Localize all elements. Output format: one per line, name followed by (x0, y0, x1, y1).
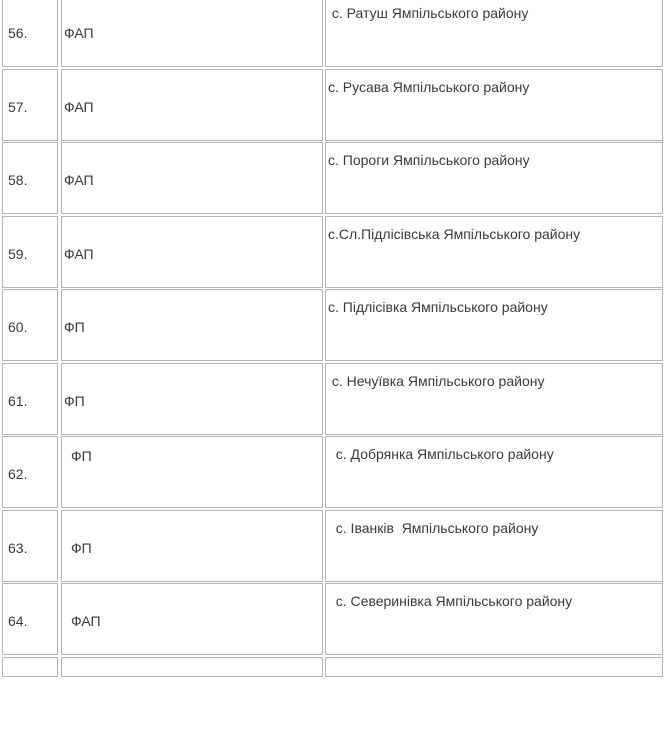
facility-type-cell (61, 289, 323, 361)
location-cell (325, 142, 663, 214)
facility-type: ФП (64, 393, 85, 409)
row-number: 58. (8, 172, 27, 188)
location: с.Сл.Підлісівська Ямпільського району (328, 226, 580, 242)
location: с. Пороги Ямпільського району (328, 152, 530, 168)
facility-type: ФАП (64, 246, 94, 262)
table-row (0, 657, 665, 730)
location-cell (325, 0, 663, 67)
row-number: 64. (8, 613, 27, 629)
table-row (0, 289, 665, 363)
location: с. Добрянка Ямпільського району (328, 446, 554, 462)
location-cell (325, 216, 663, 288)
row-number-cell (2, 289, 58, 361)
table-row (0, 363, 665, 437)
table-row (0, 583, 665, 657)
table-row (0, 436, 665, 510)
facility-type-cell (61, 216, 323, 288)
location-cell (325, 436, 663, 508)
table-row (0, 69, 665, 143)
row-number: 57. (8, 99, 27, 115)
facility-type-cell (61, 436, 323, 508)
row-number: 60. (8, 319, 27, 335)
facility-type: ФП (71, 448, 92, 464)
location-cell (325, 289, 663, 361)
row-number: 63. (8, 540, 27, 556)
row-number-cell (2, 583, 58, 655)
location-cell (325, 363, 663, 435)
table-row (0, 0, 665, 69)
location: с. Северинівка Ямпільського району (328, 593, 572, 609)
row-number-cell (2, 0, 58, 67)
row-number-cell (2, 142, 58, 214)
facility-type: ФАП (64, 172, 94, 188)
facility-type: ФП (71, 540, 92, 556)
facility-type: ФАП (71, 613, 101, 629)
row-number-cell (2, 510, 58, 582)
location: с. Нечуївка Ямпільського району (328, 373, 544, 389)
facility-type-cell (61, 142, 323, 214)
location-cell (325, 69, 663, 141)
table-row (0, 142, 665, 216)
location: с. Підлісівка Ямпільського району (328, 299, 548, 315)
row-number: 61. (8, 393, 27, 409)
row-number: 59. (8, 246, 27, 262)
location-cell (325, 583, 663, 655)
row-number: 62. (8, 466, 27, 482)
facility-type: ФАП (64, 25, 94, 41)
facility-type-cell (61, 510, 323, 582)
row-number: 56. (8, 25, 27, 41)
facility-type-cell (61, 69, 323, 141)
table-row (0, 216, 665, 290)
facility-type-cell (61, 583, 323, 655)
row-number-cell (2, 69, 58, 141)
row-number-cell (2, 363, 58, 435)
facility-type-cell (61, 363, 323, 435)
location-cell (325, 510, 663, 582)
facility-type-cell (61, 0, 323, 67)
row-number-cell (2, 216, 58, 288)
location: с. Ратуш Ямпільського району (328, 5, 528, 21)
facility-type: ФП (64, 319, 85, 335)
location: с. Іванків Ямпільського району (328, 520, 538, 536)
table-row (0, 510, 665, 584)
facility-type: ФАП (64, 99, 94, 115)
row-number-cell (2, 436, 58, 508)
location: с. Русава Ямпільського району (328, 79, 529, 95)
